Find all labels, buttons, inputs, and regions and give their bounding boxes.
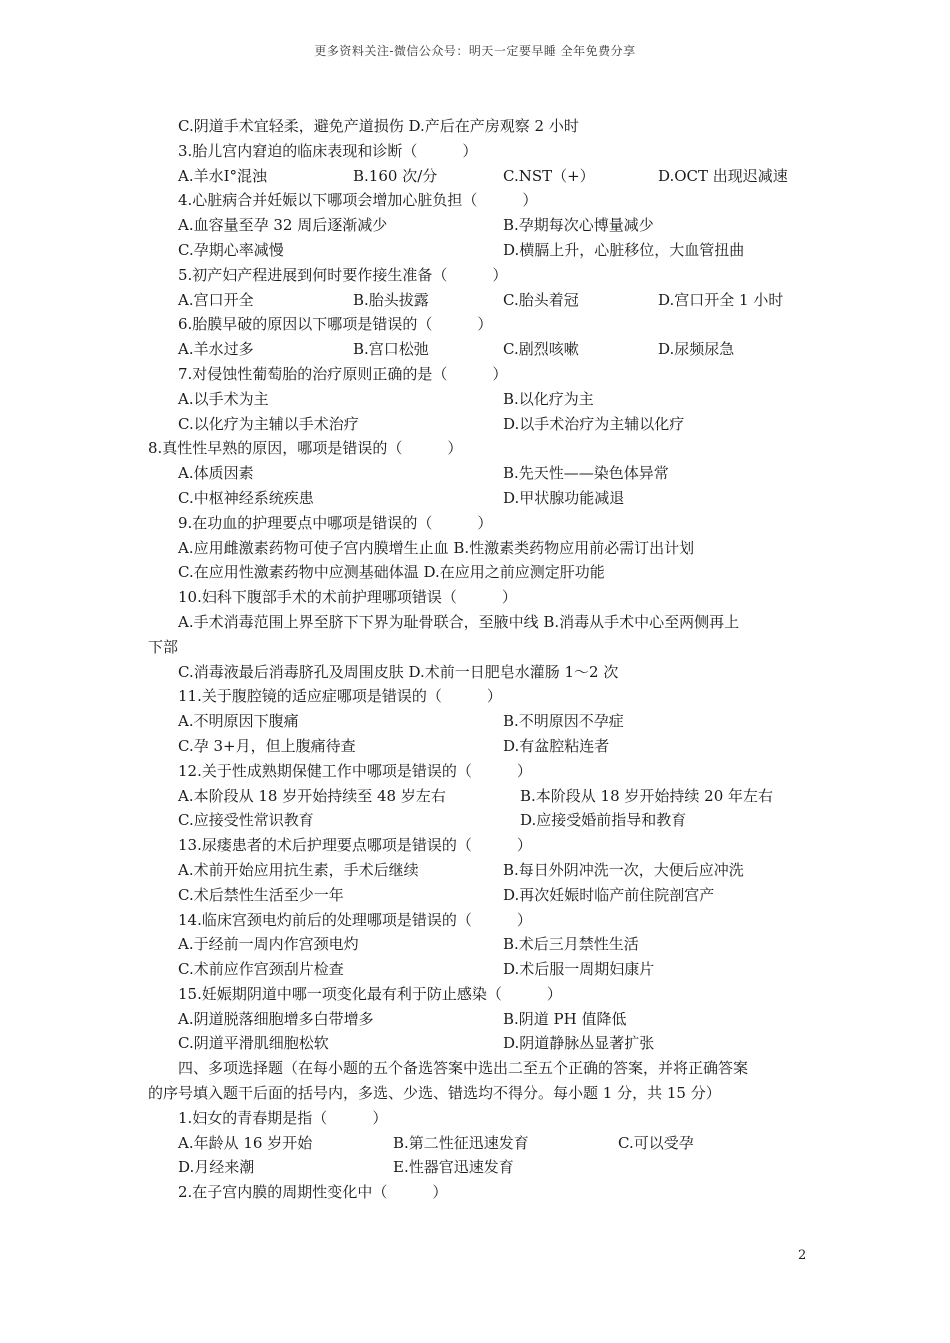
answer-option: C.以化疗为主辅以手术治疗 <box>178 414 359 433</box>
answer-option: C.胎头着冠 <box>503 290 579 309</box>
question-stem: 11.关于腹腔镜的适应症哪项是错误的（ ） <box>178 687 502 706</box>
text-line: C.消毒液最后消毒脐孔及周围皮肤 D.术前一日肥皂水灌肠 1～2 次 <box>178 662 619 681</box>
options-row <box>148 461 828 486</box>
options-row <box>148 709 828 734</box>
question-stem: 10.妇科下腹部手术的术前护理哪项错误（ ） <box>178 588 517 607</box>
answer-option: E.性器官迅速发育 <box>393 1158 514 1177</box>
answer-option: A.以手术为主 <box>178 389 269 408</box>
answer-option: A.体质因素 <box>178 464 254 483</box>
text-line: 下部 <box>148 637 179 656</box>
answer-option: D.再次妊娠时临产前住院剖宫产 <box>503 885 715 904</box>
answer-option: C.NST（+） <box>503 166 595 185</box>
options-row <box>148 337 828 362</box>
options-row <box>148 387 828 412</box>
options-row <box>148 784 828 809</box>
page-number: 2 <box>798 1248 807 1263</box>
question-stem: 15.妊娠期阴道中哪一项变化最有利于防止感染（ ） <box>178 984 562 1003</box>
options-row <box>148 1131 828 1156</box>
options-row <box>148 288 828 313</box>
answer-option: D.有盆腔粘连者 <box>503 736 610 755</box>
question-stem: 13.尿瘘患者的术后护理要点哪项是错误的（ ） <box>178 836 532 855</box>
answer-option: D.应接受婚前指导和教育 <box>520 811 687 830</box>
answer-option: D.甲状腺功能减退 <box>503 488 625 507</box>
answer-option: B.孕期每次心博量减少 <box>503 216 654 235</box>
question-stem: 9.在功血的护理要点中哪项是错误的（ ） <box>178 513 493 532</box>
options-row <box>148 1031 828 1056</box>
options-row <box>148 858 828 883</box>
text-line: 的序号填入题干后面的括号内，多选、少选、错选均不得分。每小题 1 分，共 15 分） <box>148 1084 721 1103</box>
answer-option: C.中枢神经系统疾患 <box>178 488 314 507</box>
answer-option: B.术后三月禁性生活 <box>503 935 639 954</box>
answer-option: D.阴道静脉丛显著扩张 <box>503 1034 655 1053</box>
answer-option: C.剧烈咳嗽 <box>503 340 579 359</box>
question-stem: 1.妇女的青春期是指（ ） <box>178 1108 388 1127</box>
options-row <box>148 486 828 511</box>
options-row <box>148 932 828 957</box>
answer-option: D.横膈上升，心脏移位，大血管扭曲 <box>503 240 745 259</box>
text-line: 四、多项选择题（在每小题的五个备选答案中选出二至五个正确的答案，并将正确答案 <box>178 1059 749 1078</box>
answer-option: D.尿频尿急 <box>658 340 735 359</box>
answer-option: B.不明原因不孕症 <box>503 712 624 731</box>
answer-option: C.孕 3+月，但上腹痛待查 <box>178 736 356 755</box>
options-row <box>148 238 828 263</box>
answer-option: D.OCT 出现迟减速 <box>658 166 788 185</box>
options-row <box>148 957 828 982</box>
question-stem: 7.对侵蚀性葡萄胎的治疗原则正确的是（ ） <box>178 364 508 383</box>
options-row <box>148 213 828 238</box>
answer-option: A.于经前一周内作宫颈电灼 <box>178 935 359 954</box>
options-row <box>148 808 828 833</box>
question-stem: 12.关于性成熟期保健工作中哪项是错误的（ ） <box>178 761 532 780</box>
answer-option: B.宫口松弛 <box>353 340 429 359</box>
answer-option: B.160 次/分 <box>353 166 438 185</box>
answer-option: C.术前应作宫颈刮片检查 <box>178 960 344 979</box>
answer-option: D.术后服一周期妇康片 <box>503 960 655 979</box>
text-line: C.在应用性激素药物中应测基础体温 D.在应用之前应测定肝功能 <box>178 563 605 582</box>
answer-option: A.年龄从 16 岁开始 <box>178 1133 313 1152</box>
options-row <box>148 734 828 759</box>
answer-option: B.阴道 PH 值降低 <box>503 1009 627 1028</box>
answer-option: A.血容量至孕 32 周后逐渐减少 <box>178 216 388 235</box>
text-line: A.手术消毒范围上界至脐下下界为耻骨联合，至腋中线 B.消毒从手术中心至两侧再上 <box>178 612 740 631</box>
answer-option: B.以化疗为主 <box>503 389 594 408</box>
question-stem: 14.临床宫颈电灼前后的处理哪项是错误的（ ） <box>178 910 532 929</box>
answer-option: A.不明原因下腹痛 <box>178 712 299 731</box>
options-row <box>148 883 828 908</box>
document-body <box>148 114 828 1205</box>
answer-option: B.先天性——染色体异常 <box>503 464 669 483</box>
answer-option: B.本阶段从 18 岁开始持续 20 年左右 <box>520 786 774 805</box>
answer-option: A.术前开始应用抗生素，手术后继续 <box>178 860 419 879</box>
options-row <box>148 1007 828 1032</box>
question-stem: 5.初产妇产程进展到何时要作接生准备（ ） <box>178 265 508 284</box>
answer-option: C.应接受性常识教育 <box>178 811 314 830</box>
text-line: A.应用雌激素药物可使子宫内膜增生止血 B.性激素类药物应用前必需订出计划 <box>178 538 695 557</box>
question-stem: 2.在子宫内膜的周期性变化中（ ） <box>178 1183 448 1202</box>
answer-option: B.第二性征迅速发育 <box>393 1133 529 1152</box>
answer-option: A.阴道脱落细胞增多白带增多 <box>178 1009 374 1028</box>
answer-option: D.宫口开全 1 小时 <box>658 290 784 309</box>
options-row <box>148 1155 828 1180</box>
question-stem: 4.心脏病合并妊娠以下哪项会增加心脏负担（ ） <box>178 191 538 210</box>
answer-option: A.本阶段从 18 岁开始持续至 48 岁左右 <box>178 786 446 805</box>
answer-option: A.宫口开全 <box>178 290 254 309</box>
answer-option: A.羊水Ⅰ°混浊 <box>178 166 268 185</box>
question-stem: 6.胎膜早破的原因以下哪项是错误的（ ） <box>178 315 493 334</box>
question-stem: 8.真性性早熟的原因，哪项是错误的（ ） <box>148 439 463 458</box>
answer-option: C.可以受孕 <box>618 1133 694 1152</box>
answer-option: C.术后禁性生活至少一年 <box>178 885 344 904</box>
answer-option: D.以手术治疗为主辅以化疗 <box>503 414 685 433</box>
answer-option: C.阴道平滑肌细胞松软 <box>178 1034 329 1053</box>
answer-option: A.羊水过多 <box>178 340 254 359</box>
options-row <box>148 164 828 189</box>
text-line: C.阴道手术宜轻柔，避免产道损伤 D.产后在产房观察 2 小时 <box>178 117 579 135</box>
page-header: 更多资料关注-微信公众号：明天一定要早睡 全年免费分享 <box>314 44 636 58</box>
options-row <box>148 412 828 437</box>
answer-option: D.月经来潮 <box>178 1158 255 1177</box>
answer-option: B.胎头拔露 <box>353 290 429 309</box>
answer-option: C.孕期心率减慢 <box>178 240 284 259</box>
answer-option: B.每日外阴冲洗一次，大便后应冲洗 <box>503 860 744 879</box>
question-stem: 3.胎儿宫内窘迫的临床表现和诊断（ ） <box>178 141 478 160</box>
